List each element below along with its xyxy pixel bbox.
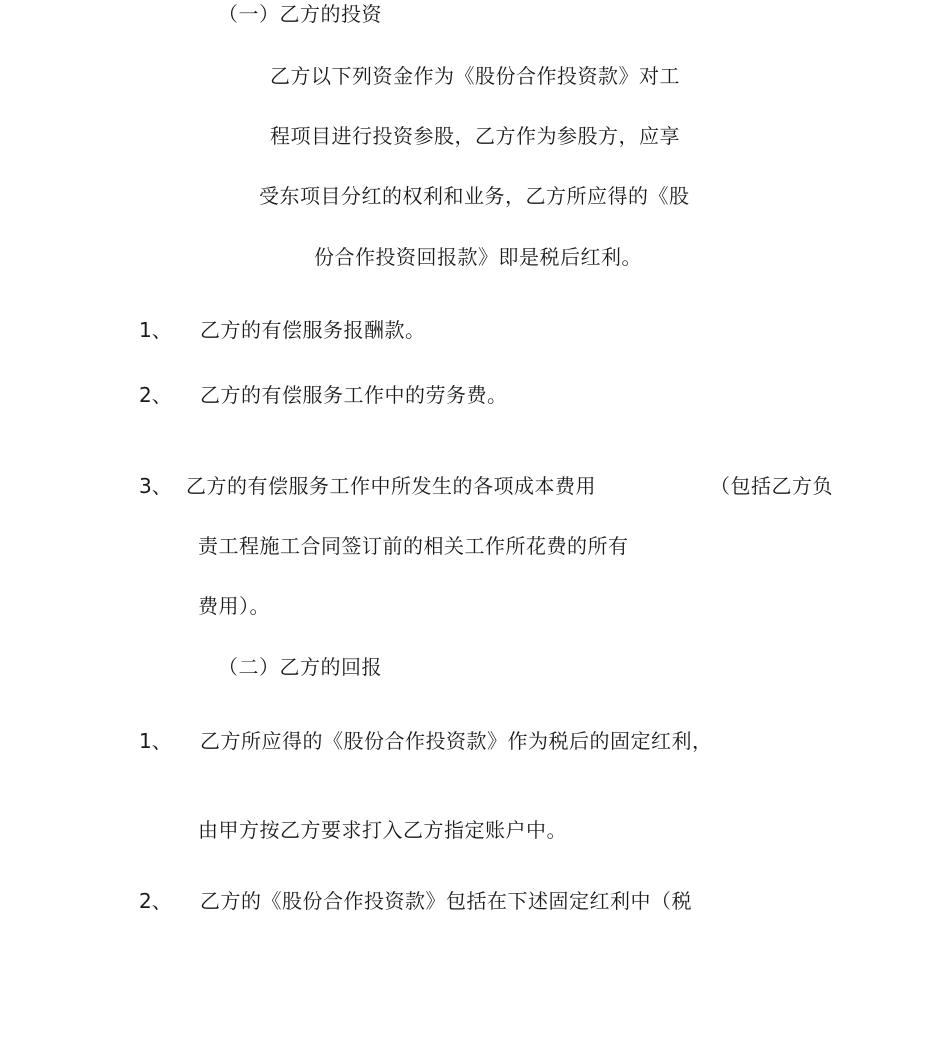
item-number: 3、 xyxy=(139,474,172,498)
list-item-text: 乙方的有偿服务工作中的劳务费。 xyxy=(200,383,508,407)
section2-heading: （二）乙方的回报 xyxy=(218,655,382,679)
para-line-4: 份合作投资回报款》即是税后红利。 xyxy=(314,245,642,269)
list-item-continuation: 费用）。 xyxy=(198,594,270,618)
list-item-text: 乙方所应得的《股份合作投资款》作为税后的固定红利， xyxy=(200,729,713,753)
list-item-text: 乙方的《股份合作投资款》包括在下述固定红利中（税 xyxy=(200,889,692,913)
item-number: 1、 xyxy=(139,318,172,342)
list-item-text-continued: （包括乙方负 xyxy=(710,474,833,498)
list-item-continuation: 由甲方按乙方要求打入乙方指定账户中。 xyxy=(198,818,567,842)
para-line-1: 乙方以下列资金作为《股份合作投资款》对工 xyxy=(270,64,680,88)
item-number: 2、 xyxy=(139,889,172,913)
list-item-text: 乙方的有偿服务报酬款。 xyxy=(200,318,426,342)
item-number: 1、 xyxy=(139,729,172,753)
para-line-2: 程项目进行投资参股，乙方作为参股方，应享 xyxy=(270,124,680,148)
list-item-continuation: 责工程施工合同签订前的相关工作所花费的所有 xyxy=(198,534,629,558)
para-line-3: 受东项目分红的权利和业务，乙方所应得的《股 xyxy=(259,184,690,208)
section1-heading: （一）乙方的投资 xyxy=(218,2,382,26)
list-item-text: 乙方的有偿服务工作中所发生的各项成本费用 xyxy=(186,474,596,498)
item-number: 2、 xyxy=(139,383,172,407)
